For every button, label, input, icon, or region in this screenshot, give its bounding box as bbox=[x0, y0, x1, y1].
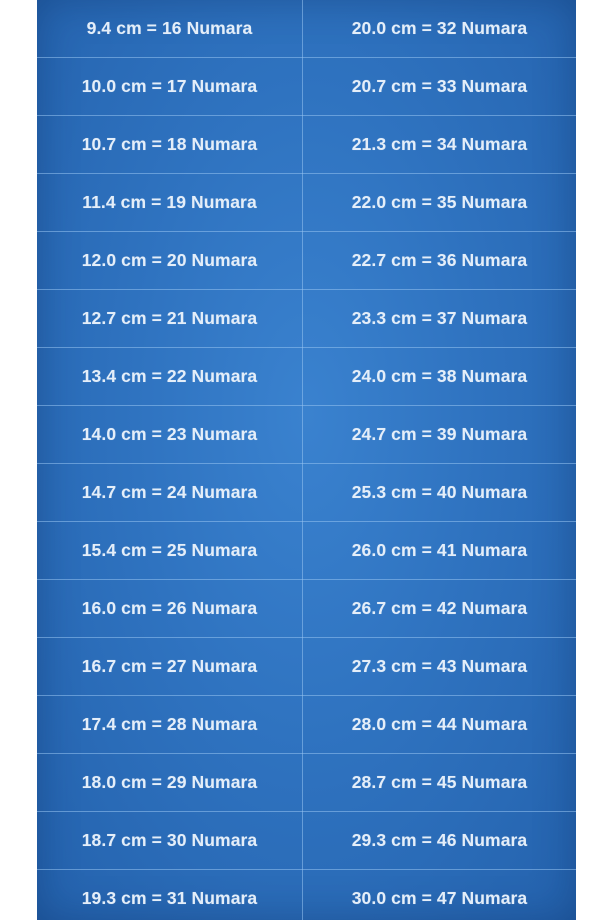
table-row bbox=[37, 638, 576, 696]
table-row bbox=[37, 290, 576, 348]
size-cell-left: 12.0 cm = 20 Numara bbox=[37, 232, 303, 290]
size-table bbox=[37, 0, 576, 920]
size-cell-right: 21.3 cm = 34 Numara bbox=[303, 116, 577, 174]
size-cell-left: 10.0 cm = 17 Numara bbox=[37, 58, 303, 116]
size-cell-left: 18.0 cm = 29 Numara bbox=[37, 754, 303, 812]
table-row bbox=[37, 522, 576, 580]
table-row bbox=[37, 232, 576, 290]
size-cell-right: 25.3 cm = 40 Numara bbox=[303, 464, 577, 522]
table-row bbox=[37, 696, 576, 754]
size-cell-right: 26.7 cm = 42 Numara bbox=[303, 580, 577, 638]
table-row bbox=[37, 58, 576, 116]
size-cell-right: 23.3 cm = 37 Numara bbox=[303, 290, 577, 348]
size-cell-left: 16.0 cm = 26 Numara bbox=[37, 580, 303, 638]
table-row bbox=[37, 348, 576, 406]
size-cell-left: 19.3 cm = 31 Numara bbox=[37, 870, 303, 920]
size-table-body bbox=[37, 0, 576, 920]
size-cell-left: 14.7 cm = 24 Numara bbox=[37, 464, 303, 522]
size-cell-left: 14.0 cm = 23 Numara bbox=[37, 406, 303, 464]
size-cell-right: 28.7 cm = 45 Numara bbox=[303, 754, 577, 812]
size-cell-left: 9.4 cm = 16 Numara bbox=[37, 0, 303, 58]
table-row bbox=[37, 754, 576, 812]
size-cell-left: 15.4 cm = 25 Numara bbox=[37, 522, 303, 580]
size-chart-panel bbox=[37, 0, 576, 920]
size-cell-right: 26.0 cm = 41 Numara bbox=[303, 522, 577, 580]
size-cell-left: 17.4 cm = 28 Numara bbox=[37, 696, 303, 754]
table-row bbox=[37, 870, 576, 920]
table-row bbox=[37, 116, 576, 174]
size-cell-right: 24.0 cm = 38 Numara bbox=[303, 348, 577, 406]
size-cell-right: 20.0 cm = 32 Numara bbox=[303, 0, 577, 58]
size-cell-left: 12.7 cm = 21 Numara bbox=[37, 290, 303, 348]
size-cell-left: 13.4 cm = 22 Numara bbox=[37, 348, 303, 406]
size-cell-left: 16.7 cm = 27 Numara bbox=[37, 638, 303, 696]
table-row bbox=[37, 406, 576, 464]
size-cell-right: 28.0 cm = 44 Numara bbox=[303, 696, 577, 754]
size-cell-right: 29.3 cm = 46 Numara bbox=[303, 812, 577, 870]
size-cell-right: 20.7 cm = 33 Numara bbox=[303, 58, 577, 116]
size-cell-right: 30.0 cm = 47 Numara bbox=[303, 870, 577, 920]
size-cell-left: 11.4 cm = 19 Numara bbox=[37, 174, 303, 232]
size-cell-right: 27.3 cm = 43 Numara bbox=[303, 638, 577, 696]
table-row bbox=[37, 464, 576, 522]
size-cell-right: 24.7 cm = 39 Numara bbox=[303, 406, 577, 464]
table-row bbox=[37, 580, 576, 638]
size-cell-left: 10.7 cm = 18 Numara bbox=[37, 116, 303, 174]
size-cell-left: 18.7 cm = 30 Numara bbox=[37, 812, 303, 870]
size-cell-right: 22.0 cm = 35 Numara bbox=[303, 174, 577, 232]
table-row bbox=[37, 812, 576, 870]
table-row bbox=[37, 174, 576, 232]
size-cell-right: 22.7 cm = 36 Numara bbox=[303, 232, 577, 290]
table-row bbox=[37, 0, 576, 58]
